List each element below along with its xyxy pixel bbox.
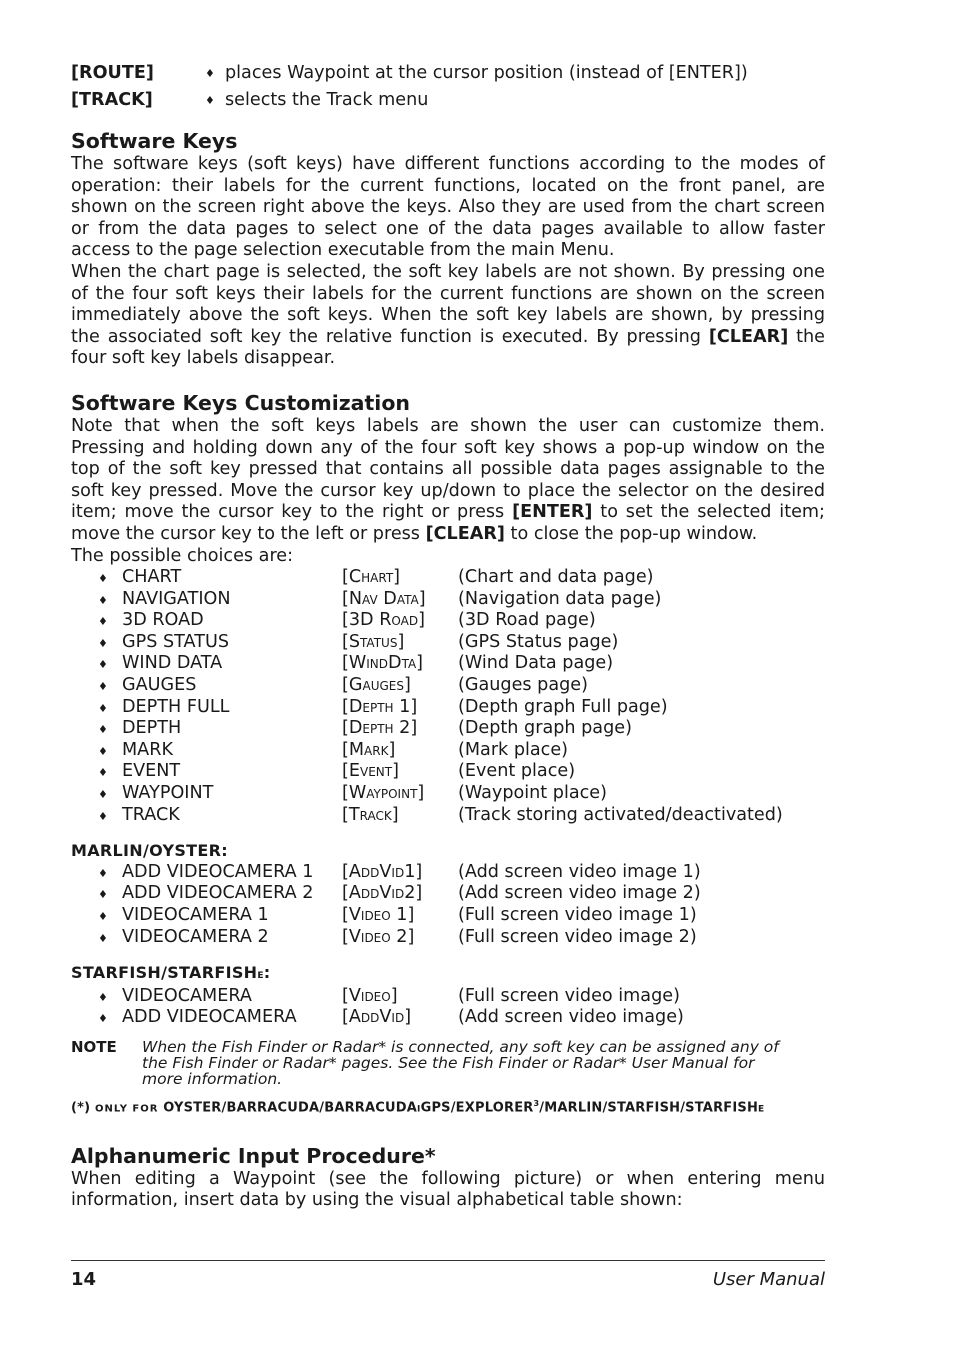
key-label: [TRACK] xyxy=(71,89,153,110)
alphanumeric-section xyxy=(71,1143,825,1212)
soft-key-label: [Video] xyxy=(342,985,398,1006)
choice-description: (Add screen video image) xyxy=(458,1007,684,1028)
choice-name: VIDEOCAMERA xyxy=(122,985,252,1006)
diamond-bullet-icon: ♦ xyxy=(98,910,108,923)
choice-description: (Track storing activated/deactivated) xyxy=(458,804,783,825)
choice-description: (Waypoint place) xyxy=(458,783,607,804)
soft-key-label: [Status] xyxy=(342,631,405,652)
soft-key-label: [Nav Data] xyxy=(342,588,426,609)
choice-item xyxy=(71,927,825,949)
choice-name: WAYPOINT xyxy=(122,783,214,804)
note xyxy=(71,1039,825,1087)
software-keys-section xyxy=(71,128,825,370)
choice-description: (Full screen video image 2) xyxy=(458,926,697,947)
document-title: User Manual xyxy=(712,1269,825,1290)
diamond-bullet-icon: ♦ xyxy=(98,990,108,1004)
choice-item xyxy=(71,905,825,927)
key-reference: [CLEAR] xyxy=(708,326,789,347)
choice-description: (Depth graph Full page) xyxy=(458,696,668,717)
soft-key-label: [Waypoint] xyxy=(342,783,425,804)
diamond-bullet-icon: ♦ xyxy=(98,744,108,758)
soft-key-label: [Depth 1] xyxy=(342,696,418,717)
choice-description: (Depth graph page) xyxy=(458,718,632,739)
choice-description: (Event place) xyxy=(458,761,576,782)
section-heading: Software Keys xyxy=(71,129,238,153)
choice-description: (Add screen video image 1) xyxy=(458,861,701,882)
page-number: 14 xyxy=(71,1269,97,1290)
choice-item xyxy=(71,718,825,740)
soft-key-label: [Video 2] xyxy=(342,926,415,947)
key-description: selects the Track menu xyxy=(225,89,429,110)
choice-name: NAVIGATION xyxy=(122,588,231,609)
soft-key-label: [Event] xyxy=(342,761,399,782)
soft-key-label: [Chart] xyxy=(342,567,401,588)
choice-item xyxy=(71,986,825,1008)
choice-description: (Gauges page) xyxy=(458,675,588,696)
only-for-footnote: (*) ONLY FOR OYSTER/BARRACUDA/BARRACUDAIGPS/EXPLORER$^3$/MARLIN/STARFISH/STARFISHE xyxy=(71,1098,765,1116)
soft-key-label: [Track] xyxy=(342,804,399,825)
soft-key-label: [Depth 2] xyxy=(342,718,418,739)
choice-name: DEPTH xyxy=(122,718,182,739)
text-run: When the chart page is selected, the soft key labels are not shown. By pressing one of the four soft keys their labels for the current functions are shown on the screen immediately above the soft keys. When the soft key labels are shown, by pressing the associated soft key the relative function is executed. By pressing xyxy=(71,261,825,347)
choice-name: GAUGES xyxy=(122,675,197,696)
section-heading: Software Keys Customization xyxy=(71,390,411,415)
note-label: NOTE xyxy=(71,1037,117,1056)
choice-description: (Full screen video image) xyxy=(458,985,680,1006)
paragraph xyxy=(71,262,825,370)
choice-name: WIND DATA xyxy=(122,653,223,674)
diamond-bullet-icon: ♦ xyxy=(98,615,108,629)
choice-item xyxy=(71,675,825,697)
soft-key-label: [AddVid2] xyxy=(342,883,423,904)
choice-item xyxy=(71,567,825,589)
text-run: to set the selected item; move the cursor key to the left or press xyxy=(71,502,825,544)
choice-item xyxy=(71,589,825,611)
key-description: places Waypoint at the cursor position (instead of [ENTER]) xyxy=(225,62,748,83)
diamond-bullet-icon: ♦ xyxy=(98,593,108,607)
choice-name: DEPTH FULL xyxy=(122,696,230,717)
choice-description: (Mark place) xyxy=(458,739,569,760)
choice-name: MARK xyxy=(122,739,173,760)
soft-key-label: [AddVid] xyxy=(342,1007,412,1028)
diamond-bullet-icon: ♦ xyxy=(205,66,215,80)
key-row-track xyxy=(71,87,825,114)
soft-key-label: [WindDta] xyxy=(342,653,424,674)
diamond-bullet-icon: ♦ xyxy=(98,723,108,737)
choice-description: (Navigation data page) xyxy=(458,588,662,609)
paragraph xyxy=(71,416,825,546)
choice-item xyxy=(71,740,825,762)
diamond-bullet-icon: ♦ xyxy=(205,93,215,107)
page-body xyxy=(71,60,825,1212)
choice-item xyxy=(71,653,825,675)
diamond-bullet-icon: ♦ xyxy=(98,658,108,672)
choice-name: VIDEOCAMERA 1 xyxy=(122,905,269,925)
starfish-heading: STARFISH/STARFISHe: xyxy=(71,963,271,983)
choice-name: ADD VIDEOCAMERA 2 xyxy=(122,883,314,904)
diamond-bullet-icon: ♦ xyxy=(98,866,108,880)
choice-description: (Full screen video image 1) xyxy=(458,905,697,925)
paragraph: When editing a Waypoint (see the following picture) or when entering menu information, insert data by using the visual alphabetical table shown: xyxy=(71,1168,825,1211)
soft-key-label: [Mark] xyxy=(342,739,396,760)
marlin-list xyxy=(71,862,825,948)
choice-name: CHART xyxy=(122,567,182,588)
choice-name: VIDEOCAMERA 2 xyxy=(122,926,269,947)
choice-item xyxy=(71,697,825,719)
choices-intro: The possible choices are: xyxy=(71,545,294,566)
choice-name: 3D ROAD xyxy=(122,610,204,631)
choice-description: (Add screen video image 2) xyxy=(458,883,701,904)
section-heading: Alphanumeric Input Procedure* xyxy=(71,1143,436,1168)
key-row-route xyxy=(71,60,825,87)
diamond-bullet-icon: ♦ xyxy=(98,636,108,650)
choice-description: (3D Road page) xyxy=(458,610,596,631)
soft-key-label: [AddVid1] xyxy=(342,861,423,882)
choice-item xyxy=(71,883,825,905)
soft-key-label: [3D Road] xyxy=(342,610,425,631)
diamond-bullet-icon: ♦ xyxy=(98,788,108,802)
diamond-bullet-icon: ♦ xyxy=(98,809,108,823)
key-label: [ROUTE] xyxy=(71,62,154,83)
choice-item xyxy=(71,805,825,827)
choice-name: TRACK xyxy=(122,804,180,825)
text-run: Note that when the soft keys labels are shown the user can customize them. Pressing and holding down any of the four soft key shows a pop-up window on the top of the soft key pressed that contains all possible data pages assignable to the soft key pressed. Move the cursor key up/down to place the selector on the desired item; move the cursor key to the right or press xyxy=(71,415,825,523)
choice-description: (Wind Data page) xyxy=(458,653,614,674)
choice-item xyxy=(71,1007,825,1029)
choice-name: ADD VIDEOCAMERA 1 xyxy=(122,861,314,882)
marlin-oyster-heading: MARLIN/OYSTER: xyxy=(71,841,228,861)
text-run: to close the pop-up window. xyxy=(504,523,758,544)
diamond-bullet-icon: ♦ xyxy=(98,888,108,902)
diamond-bullet-icon: ♦ xyxy=(98,701,108,715)
diamond-bullet-icon: ♦ xyxy=(98,931,108,945)
choice-item xyxy=(71,610,825,632)
key-reference: [ENTER] xyxy=(512,502,593,523)
choice-name: EVENT xyxy=(122,761,181,782)
soft-key-label: [Video 1] xyxy=(342,905,415,925)
key-reference: [CLEAR] xyxy=(425,523,505,544)
diamond-bullet-icon: ♦ xyxy=(98,1012,108,1026)
starfish-list xyxy=(71,986,825,1029)
choices-list xyxy=(71,567,825,826)
key-list xyxy=(71,60,825,114)
paragraph: The software keys (soft keys) have different functions according to the modes of operation: their labels for the current functions, located on the front panel, are shown on the screen right above the keys. Also they are used from the chart screen or from the data pages to select one of the data pages available to allow faster access to the page selection executable from the main Menu. xyxy=(71,154,825,261)
choice-item xyxy=(71,862,825,884)
choice-description: (GPS Status page) xyxy=(458,631,619,652)
choice-item xyxy=(71,783,825,805)
diamond-bullet-icon: ♦ xyxy=(98,766,108,780)
choice-description: (Chart and data page) xyxy=(458,567,654,588)
text-run: the four soft key labels disappear. xyxy=(71,326,825,369)
choice-item xyxy=(71,761,825,783)
customization-section xyxy=(71,390,825,1121)
soft-key-label: [Gauges] xyxy=(342,675,411,696)
note-text: When the Fish Finder or Radar* is connected, any soft key can be assigned any of the Fish Finder or Radar* pages. See the Fish Finder or Radar* User Manual for more information. xyxy=(142,1037,779,1088)
page-footer xyxy=(71,1260,825,1290)
choice-item xyxy=(71,632,825,654)
choice-name: GPS STATUS xyxy=(122,631,230,652)
diamond-bullet-icon: ♦ xyxy=(98,572,108,586)
diamond-bullet-icon: ♦ xyxy=(98,680,108,694)
choice-name: ADD VIDEOCAMERA xyxy=(122,1007,297,1028)
